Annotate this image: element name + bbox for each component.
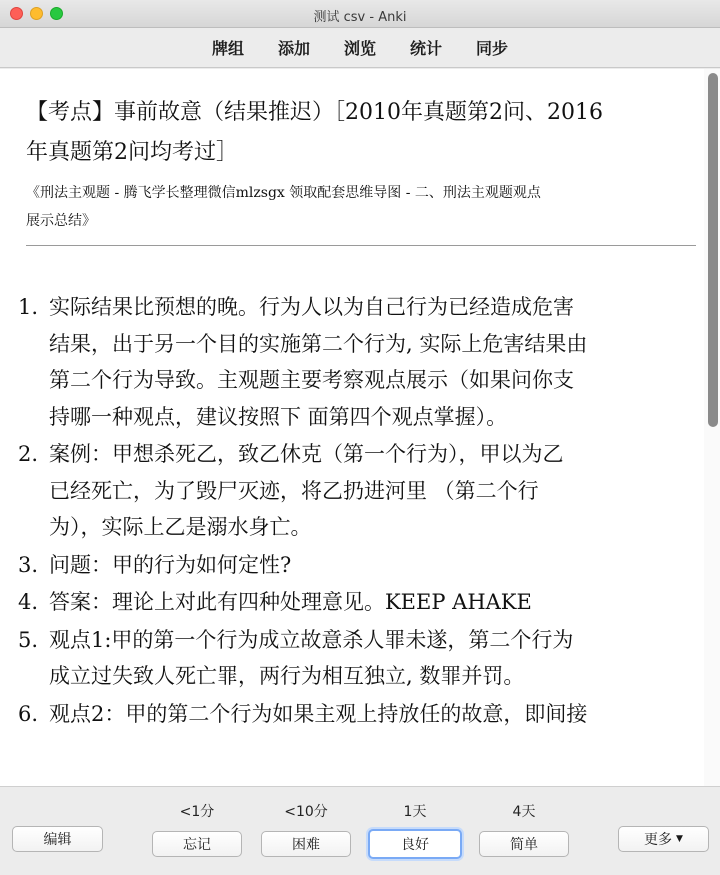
interval-again: <1分	[179, 804, 215, 820]
card-header	[26, 93, 696, 246]
window-title: 测试 csv - Anki	[313, 10, 407, 25]
toolbar-sync[interactable]: 同步	[476, 39, 509, 58]
card-title: 【考点】事前故意（结果推迟）［2010年真题第2问、2016 年真题第2问均考过］	[26, 100, 603, 165]
good-button[interactable]: 良好	[368, 829, 462, 859]
divider	[26, 245, 696, 246]
interval-good: 1天	[403, 804, 427, 820]
scrollbar[interactable]	[704, 69, 720, 786]
list-item: 4. 答案：理论上对此有四种处理意见。KEEP AHAKE	[18, 590, 532, 614]
again-button[interactable]: 忘记	[152, 831, 242, 857]
easy-button[interactable]: 简单	[479, 831, 569, 857]
hard-button[interactable]: 困难	[261, 831, 351, 857]
more-button[interactable]	[618, 826, 709, 852]
scrollbar-thumb[interactable]	[708, 73, 718, 427]
card-source: 《刑法主观题 - 腾飞学长整理微信mlzsgx 领取配套思维导图 - 二、刑法主观题观点 展示总结》	[26, 185, 541, 229]
points-list	[18, 289, 698, 733]
interval-easy: 4天	[512, 804, 536, 820]
list-item: 6. 观点2：甲的第二个行为如果主观上持放任的故意，即间接	[18, 701, 588, 726]
answer-bar	[0, 786, 720, 875]
list-item: 2. 案例：甲想杀死乙，致乙休克（第一个行为），甲以为乙 已经死亡，为了毁尸灭迹，将乙扔进河里 （第二个行 为），实际上乙是溺水身亡。	[18, 442, 564, 539]
more-label: 更多	[644, 832, 673, 848]
card-content[interactable]	[0, 69, 720, 786]
toolbar-add[interactable]: 添加	[277, 39, 310, 58]
toolbar-stats[interactable]: 统计	[410, 39, 443, 58]
list-item: 3. 问题：甲的行为如何定性?	[18, 552, 292, 577]
list-item: 1. 实际结果比预想的晚。行为人以为自己行为已经造成危害 结果，出于另一个目的实施第二个行为, 实际上危害结果由 第二个行为导致。主观题主要考察观点展示（如果问你支 持哪一种观点，建议按照下 面第四个观点掌握）。	[18, 295, 588, 429]
toolbar-decks[interactable]: 牌组	[211, 39, 244, 58]
list-item: 5. 观点1:甲的第一个行为成立故意杀人罪未遂，第二个行为 成立过失致人死亡罪，两行为相互独立, 数罪并罚。	[18, 627, 574, 688]
chevron-down-icon: ▼	[676, 834, 683, 844]
toolbar-browse[interactable]: 浏览	[343, 39, 376, 58]
main-toolbar	[0, 28, 720, 68]
interval-hard: <10分	[284, 804, 328, 820]
title-bar	[0, 0, 720, 28]
edit-button[interactable]: 编辑	[12, 826, 103, 852]
